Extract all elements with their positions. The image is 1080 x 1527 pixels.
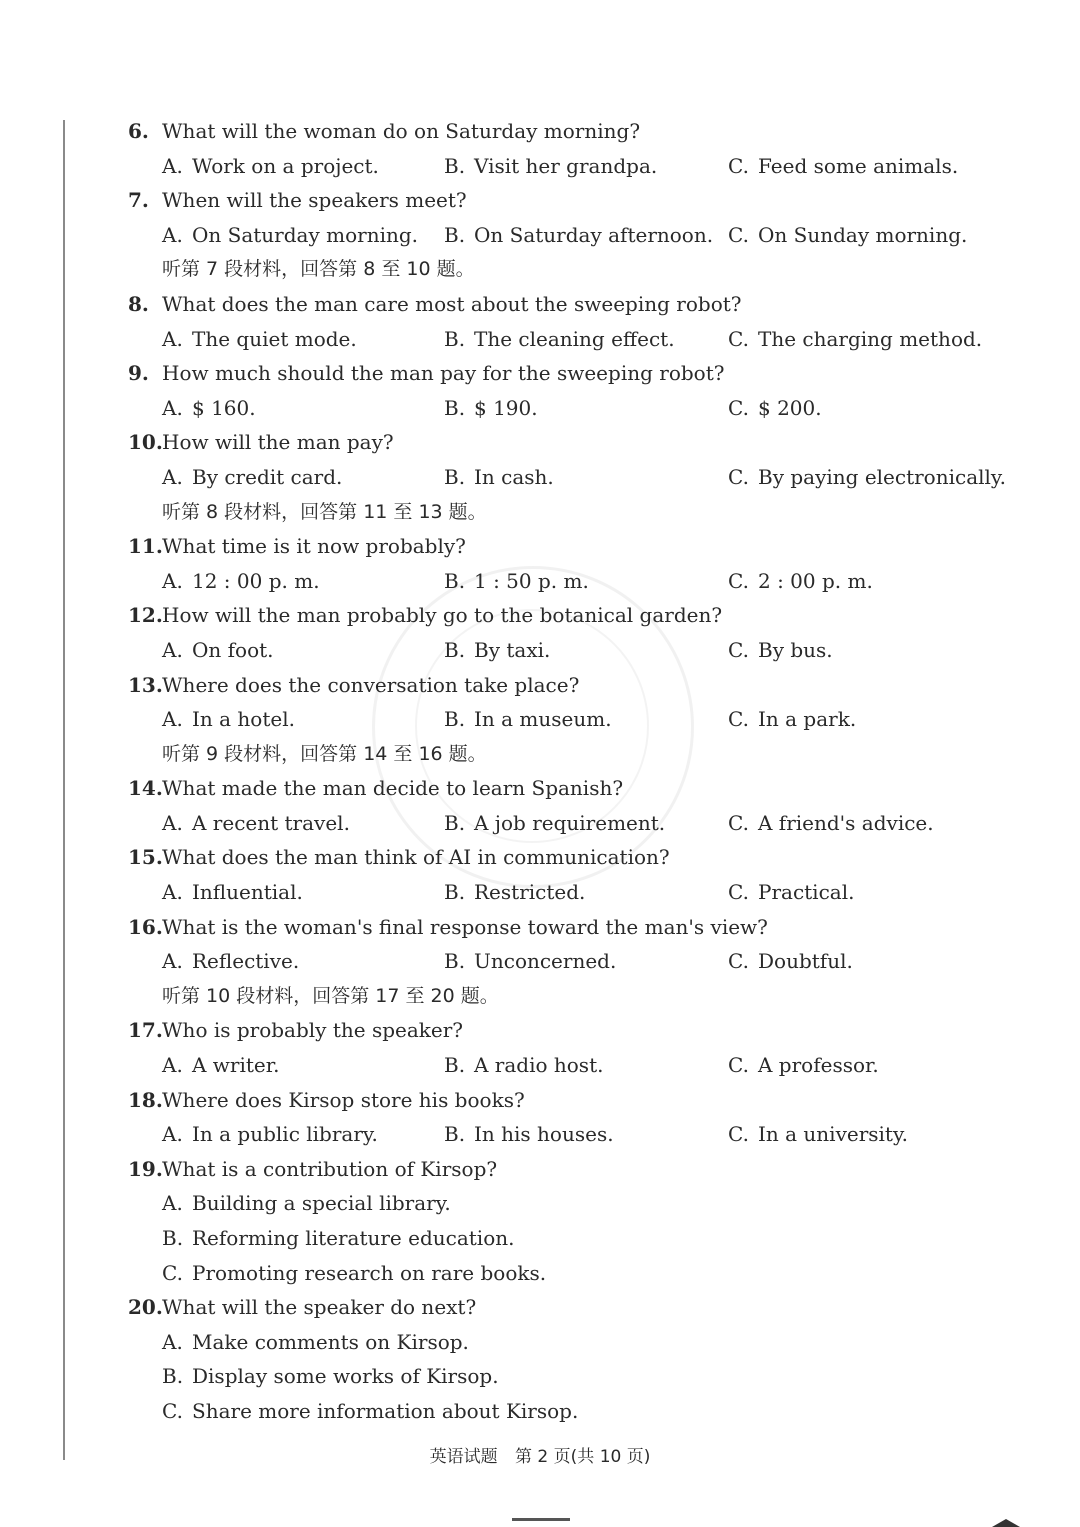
question-text: How will the man pay? — [162, 430, 394, 455]
question-number: 11. — [128, 534, 163, 559]
question-number: 20. — [128, 1295, 163, 1320]
question-13-options — [128, 702, 1008, 737]
question-16 — [128, 910, 1008, 945]
option-c: C. The charging method. — [728, 326, 983, 351]
option-a: A. Influential. — [162, 880, 303, 905]
question-number: 17. — [128, 1018, 163, 1043]
option-a: A. $ 160. — [162, 395, 256, 420]
question-18-options — [128, 1117, 1008, 1152]
option-c: C. Practical. — [728, 880, 855, 905]
option-c: C. Promoting research on rare books. — [162, 1260, 547, 1285]
option-c: C. A professor. — [728, 1053, 879, 1078]
corner-mark-icon — [992, 1519, 1020, 1527]
option-b: B. The cleaning effect. — [444, 326, 675, 351]
option-b: B. 1 : 50 p. m. — [444, 568, 589, 593]
question-16-options — [128, 944, 1008, 979]
question-text: Where does Kirsop store his books? — [162, 1087, 525, 1112]
question-number: 18. — [128, 1087, 163, 1112]
question-7 — [128, 183, 1008, 218]
question-text: What made the man decide to learn Spanish? — [162, 776, 624, 801]
question-number: 19. — [128, 1156, 163, 1181]
question-10 — [128, 425, 1008, 460]
bottom-crop-mark — [512, 1518, 570, 1521]
footer-subject: 英语试题 — [429, 1447, 498, 1467]
option-c: C. On Sunday morning. — [728, 222, 968, 247]
option-b: B. On Saturday afternoon. — [444, 222, 714, 247]
option-b: B. $ 190. — [444, 395, 538, 420]
section-instruction-9: 听第 9 段材料，回答第 14 至 16 题。 — [162, 742, 487, 765]
question-number: 10. — [128, 430, 163, 455]
question-9-options — [128, 391, 1008, 426]
page-footer — [0, 1442, 1080, 1467]
option-c: C. In a park. — [728, 707, 857, 732]
question-number: 7. — [128, 188, 149, 213]
question-text: What will the woman do on Saturday morning? — [162, 119, 641, 143]
option-b: B. Reforming literature education. — [162, 1226, 515, 1250]
question-12 — [128, 598, 1008, 633]
question-9 — [128, 356, 1008, 391]
option-c: C. 2 : 00 p. m. — [728, 568, 873, 593]
question-text: What time is it now probably? — [162, 534, 466, 559]
option-a: A. A writer. — [162, 1053, 280, 1078]
option-a: A. A recent travel. — [162, 810, 350, 835]
question-8 — [128, 287, 1008, 322]
question-12-options — [128, 633, 1008, 668]
question-number: 12. — [128, 603, 163, 628]
option-b: B. Visit her grandpa. — [444, 153, 658, 178]
question-10-options — [128, 460, 1008, 495]
option-a: A. In a public library. — [162, 1122, 378, 1147]
question-text: How much should the man pay for the sweeping robot? — [162, 361, 725, 386]
option-a: A. On foot. — [162, 637, 274, 662]
option-b: B. A job requirement. — [444, 810, 666, 835]
option-a: A. Make comments on Kirsop. — [162, 1329, 469, 1354]
option-c: C. Doubtful. — [728, 949, 853, 974]
question-number: 9. — [128, 361, 149, 386]
question-text: Who is probably the speaker? — [162, 1018, 464, 1043]
section-instruction-8: 听第 8 段材料，回答第 11 至 13 题。 — [162, 500, 487, 523]
option-a: A. The quiet mode. — [162, 326, 357, 351]
question-number: 6. — [128, 119, 149, 143]
question-number: 14. — [128, 776, 163, 801]
option-c: C. By bus. — [728, 637, 833, 662]
question-11 — [128, 529, 1008, 564]
section-instruction-7: 听第 7 段材料，回答第 8 至 10 题。 — [162, 258, 475, 281]
option-c: C. A friend's advice. — [728, 810, 934, 835]
option-c: C. Feed some animals. — [728, 153, 959, 178]
option-a: A. In a hotel. — [162, 707, 295, 732]
option-a: A. 12 : 00 p. m. — [162, 568, 320, 593]
question-8-options — [128, 322, 1008, 357]
option-c: C. In a university. — [728, 1122, 908, 1147]
section-instruction-10: 听第 10 段材料，回答第 17 至 20 题。 — [162, 984, 499, 1007]
option-b: B. In his houses. — [444, 1122, 614, 1147]
question-text: What does the man think of AI in communication? — [162, 845, 670, 870]
question-19 — [128, 1152, 1008, 1187]
question-number: 15. — [128, 845, 163, 870]
option-b: B. Unconcerned. — [444, 949, 617, 974]
question-text: What is the woman's final response toward the man's view? — [162, 914, 768, 939]
question-17-options — [128, 1048, 1008, 1083]
question-text: What is a contribution of Kirsop? — [162, 1156, 498, 1181]
option-b: B. Display some works of Kirsop. — [162, 1364, 499, 1389]
question-13 — [128, 668, 1008, 703]
question-number: 16. — [128, 914, 163, 939]
question-text: When will the speakers meet? — [162, 188, 467, 213]
question-20 — [128, 1290, 1008, 1325]
option-a: A. On Saturday morning. — [162, 222, 419, 247]
option-c: C. Share more information about Kirsop. — [162, 1398, 579, 1423]
option-a: A. Building a special library. — [162, 1191, 451, 1216]
question-text: Where does the conversation take place? — [162, 672, 580, 697]
question-text: How will the man probably go to the botanical garden? — [162, 603, 723, 628]
option-c: C. By paying electronically. — [728, 464, 1006, 489]
option-b: B. In a museum. — [444, 707, 612, 732]
question-number: 8. — [128, 291, 149, 316]
question-14 — [128, 771, 1008, 806]
question-15 — [128, 840, 1008, 875]
question-11-options — [128, 564, 1008, 599]
option-a: A. Reflective. — [162, 949, 300, 974]
option-a: A. Work on a project. — [162, 153, 379, 178]
question-17 — [128, 1013, 1008, 1048]
exam-content — [128, 114, 1008, 1429]
question-6-options — [128, 149, 1008, 184]
footer-page-number: 第 2 页(共 10 页) — [515, 1447, 651, 1467]
option-a: A. By credit card. — [162, 464, 343, 489]
question-18 — [128, 1083, 1008, 1118]
option-b: B. Restricted. — [444, 880, 586, 905]
question-15-options — [128, 875, 1008, 910]
option-b: B. By taxi. — [444, 637, 551, 662]
question-7-options — [128, 218, 1008, 253]
option-c: C. $ 200. — [728, 395, 822, 420]
option-b: B. In cash. — [444, 464, 554, 489]
question-6 — [128, 114, 1008, 149]
left-margin-rule — [63, 120, 65, 1460]
question-text: What will the speaker do next? — [162, 1295, 477, 1320]
question-number: 13. — [128, 672, 163, 697]
question-14-options — [128, 806, 1008, 841]
option-b: B. A radio host. — [444, 1053, 604, 1078]
question-text: What does the man care most about the sweeping robot? — [162, 291, 742, 316]
